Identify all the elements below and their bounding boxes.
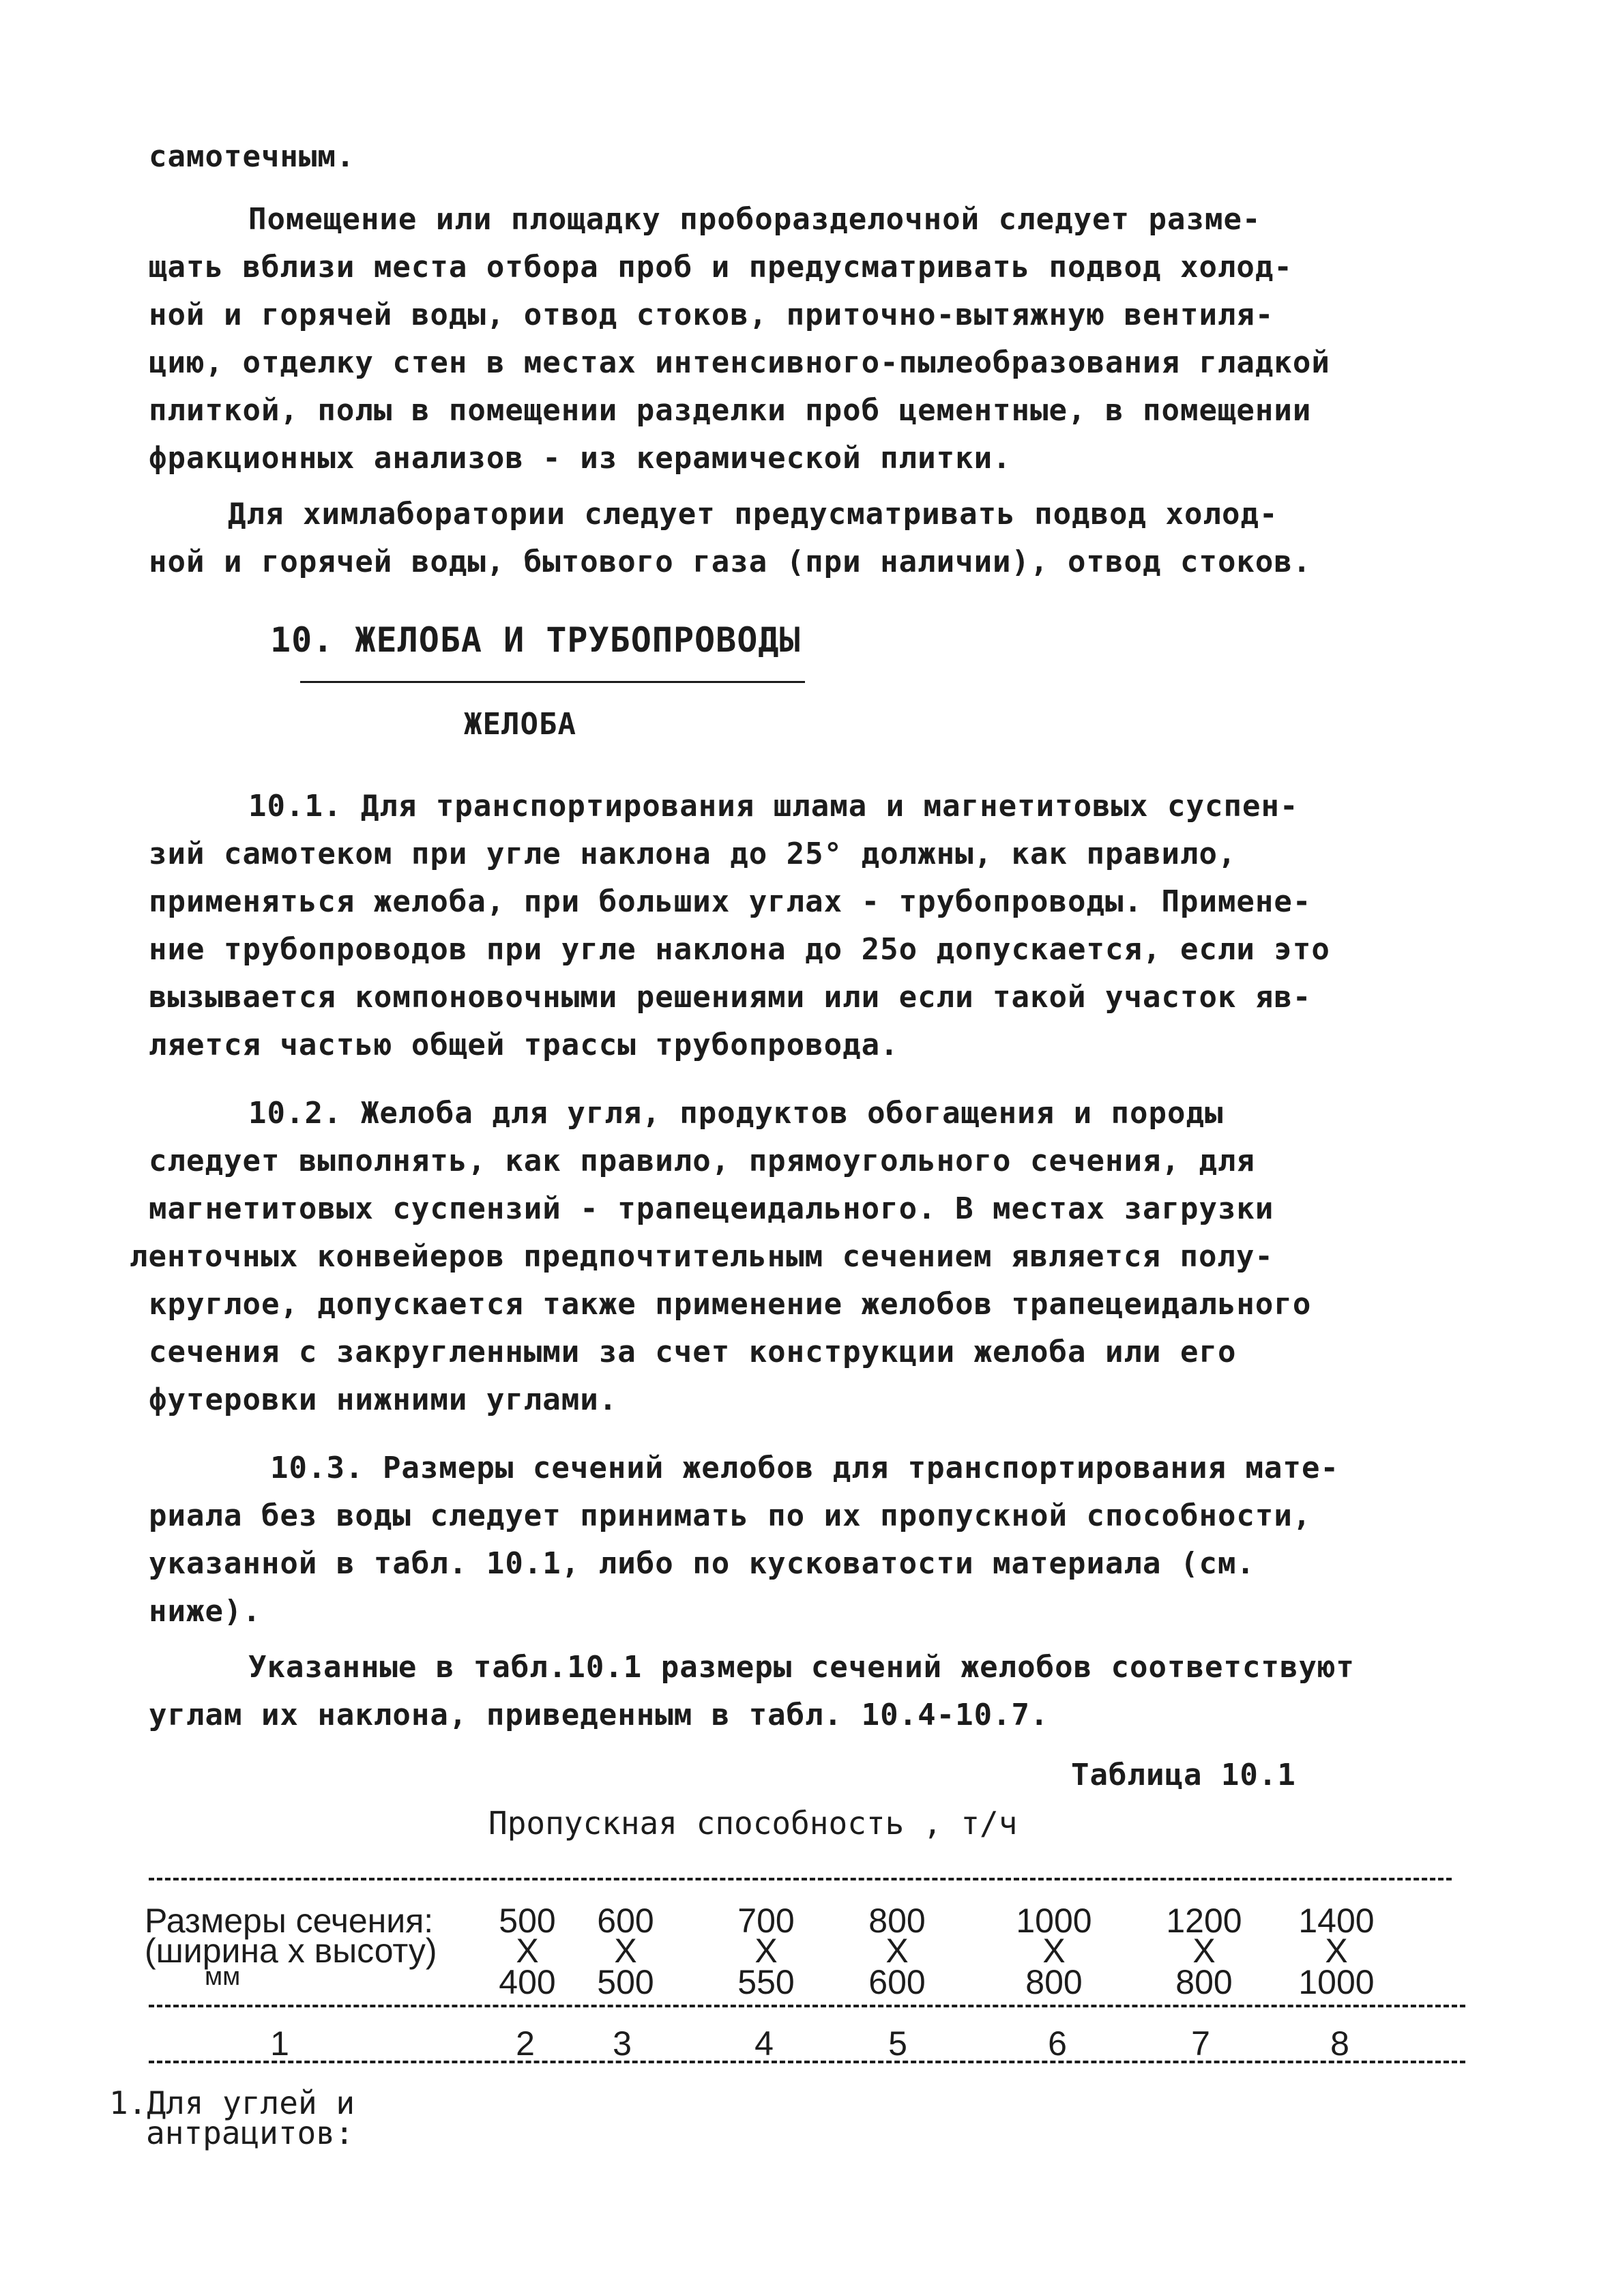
column-number: 3 — [613, 2024, 632, 2063]
column-height: 600 — [868, 1963, 926, 2001]
text-line: ной и горячей воды, отвод стоков, приточно-вытяжную вентиля- — [149, 297, 1274, 332]
text-line: ние трубопроводов при угле наклона до 25о допускается, если это — [149, 932, 1330, 967]
column-number: 5 — [888, 2024, 907, 2063]
table-header-label: Размеры сечения: — [145, 1902, 434, 1940]
text-line: 10.2. Желоба для угля, продуктов обогащения и породы — [248, 1096, 1224, 1131]
column-height: 800 — [1025, 1963, 1083, 2001]
table-header-rule — [149, 2005, 1465, 2007]
column-width: 500 — [499, 1902, 556, 1940]
text-line: применяться желоба, при больших углах - трубопроводы. Примене- — [149, 884, 1312, 919]
table-row-label: 1.Для углей и — [109, 2084, 355, 2121]
column-number: 7 — [1191, 2024, 1210, 2063]
text-line: Указанные в табл.10.1 размеры сечений желобов соответствуют — [248, 1650, 1355, 1685]
text-line: углам их наклона, приведенным в табл. 10.4-10.7. — [149, 1698, 1049, 1732]
column-height: 400 — [499, 1963, 556, 2001]
table-numbers-rule — [149, 2061, 1465, 2063]
column-x: X — [1192, 1932, 1216, 1970]
text-line: сечения с закругленными за счет конструкции желоба или его — [149, 1335, 1237, 1369]
table-header-unit: мм — [205, 1962, 241, 1991]
column-x: X — [614, 1932, 637, 1970]
text-line: круглое, допускается также применение желобов трапецеидального — [149, 1287, 1312, 1322]
text-line: 10.3. Размеры сечений желобов для транспортирования мате- — [270, 1451, 1339, 1485]
column-width: 700 — [737, 1902, 795, 1940]
column-x: X — [754, 1932, 778, 1970]
section-title: 10. ЖЕЛОБА И ТРУБОПРОВОДЫ — [270, 620, 801, 660]
column-height: 500 — [597, 1963, 654, 2001]
column-number: 4 — [754, 2024, 774, 2063]
text-line: следует выполнять, как правило, прямоугольного сечения, для — [149, 1144, 1255, 1178]
text-line: самотечным. — [149, 139, 355, 174]
table-header-label: (ширина х высоту) — [145, 1932, 437, 1970]
table-top-rule — [149, 1878, 1452, 1880]
column-x: X — [1042, 1932, 1066, 1970]
column-width: 600 — [597, 1902, 654, 1940]
column-number: 1 — [270, 2024, 289, 2063]
table-label: Таблица 10.1 — [1071, 1758, 1296, 1792]
text-line: риала без воды следует принимать по их пропускной способности, — [149, 1498, 1312, 1533]
column-width: 1400 — [1298, 1902, 1375, 1940]
section-subtitle: ЖЕЛОБА — [464, 707, 576, 742]
text-line: 10.1. Для транспортирования шлама и магнетитовых суспен- — [248, 789, 1299, 824]
text-line: Для химлаборатории следует предусматривать подвод холод- — [228, 497, 1278, 532]
text-line: Помещение или площадку пробоpазделочной следует разме- — [248, 202, 1261, 237]
column-x: X — [1325, 1932, 1348, 1970]
column-x: X — [516, 1932, 539, 1970]
column-width: 1000 — [1016, 1902, 1092, 1940]
text-line: ной и горячей воды, бытового газа (при наличии), отвод стоков. — [149, 544, 1312, 579]
text-line: ляется частью общей трассы трубопровода. — [149, 1028, 899, 1062]
text-line: ниже). — [149, 1594, 261, 1629]
text-line: щать вблизи места отбора проб и предусматривать подвод холод- — [149, 250, 1293, 285]
text-line: зий самотеком при угле наклона до 25° должны, как правило, — [149, 837, 1237, 871]
column-height: 1000 — [1298, 1963, 1375, 2001]
column-height: 800 — [1175, 1963, 1233, 2001]
column-width: 800 — [868, 1902, 926, 1940]
column-width: 1200 — [1166, 1902, 1242, 1940]
column-number: 8 — [1330, 2024, 1349, 2063]
text-line: вызывается компоновочными решениями или если такой участок яв- — [149, 980, 1312, 1015]
column-number: 2 — [516, 2024, 535, 2063]
text-line: ленточных конвейеров предпочтительным сечением является полу- — [130, 1239, 1274, 1274]
text-line: футеровки нижними углами. — [149, 1382, 618, 1417]
heading-underline — [300, 681, 805, 683]
text-line: цию, отделку стен в местах интенсивного-пылеобразования гладкой — [149, 345, 1330, 380]
column-height: 550 — [737, 1963, 795, 2001]
column-number: 6 — [1048, 2024, 1067, 2063]
text-line: плиткой, полы в помещении разделки проб цементные, в помещении — [149, 393, 1312, 428]
table-row-label: антрацитов: — [146, 2115, 354, 2151]
table-caption: Пропускная способность , т/ч — [488, 1805, 1018, 1842]
column-x: X — [885, 1932, 909, 1970]
text-line: фракционных анализов - из керамической плитки. — [149, 441, 1012, 476]
text-line: указанной в табл. 10.1, либо по кусковатости материала (см. — [149, 1546, 1255, 1581]
text-line: магнетитовых суспензий - трапецеидального. В местах загрузки — [149, 1191, 1274, 1226]
